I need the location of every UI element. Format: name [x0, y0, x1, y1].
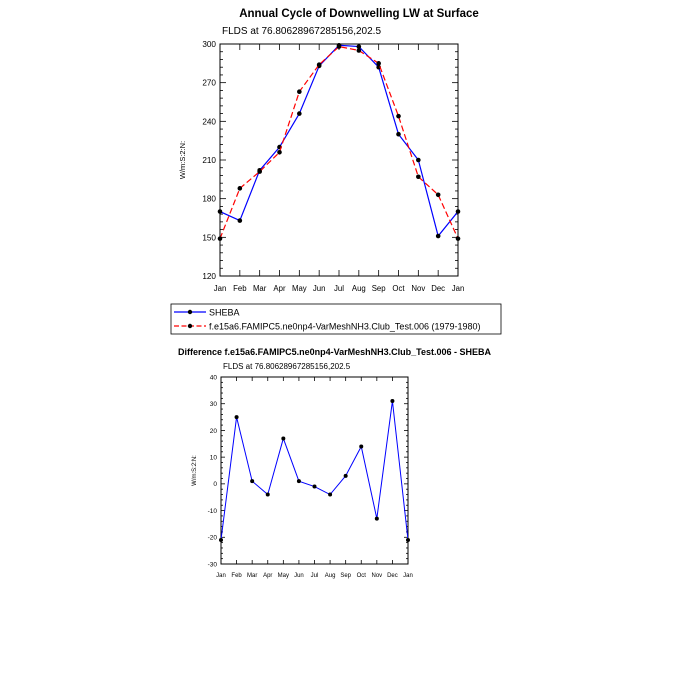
- x-tick-label: Aug: [351, 283, 366, 293]
- data-point: [257, 169, 262, 174]
- y-tick-label: 20: [209, 427, 217, 435]
- data-point: [297, 479, 301, 483]
- x-tick-label: Nov: [411, 283, 426, 293]
- data-point: [357, 48, 362, 53]
- x-tick-label: Jan: [213, 283, 227, 293]
- y-tick-label: 10: [209, 454, 217, 462]
- x-tick-label: Sep: [371, 283, 386, 293]
- x-tick-label: Apr: [273, 283, 286, 293]
- data-point: [266, 493, 270, 497]
- x-tick-label: Jul: [334, 283, 344, 293]
- data-point: [436, 193, 441, 198]
- data-point: [328, 493, 332, 497]
- x-tick-label: Feb: [231, 573, 242, 579]
- x-tick-label: Aug: [324, 573, 336, 579]
- y-tick-label: 240: [202, 117, 216, 127]
- data-point: [317, 62, 322, 67]
- series-line: [220, 47, 458, 239]
- y-tick-label: 210: [202, 155, 216, 165]
- y-tick-label: 300: [202, 39, 216, 49]
- x-tick-label: Oct: [392, 283, 405, 293]
- y-tick-label: 30: [209, 401, 217, 409]
- data-point: [281, 436, 285, 440]
- series-1: [219, 399, 410, 542]
- chart-title: Annual Cycle of Downwelling LW at Surface: [239, 8, 479, 20]
- x-tick-label: Mar: [246, 573, 258, 579]
- data-point: [238, 218, 243, 223]
- data-point: [250, 479, 254, 483]
- data-point: [218, 236, 223, 241]
- y-axis-label: W/m:S:2:N:: [178, 140, 187, 180]
- data-point: [219, 538, 223, 542]
- series-line: [221, 401, 408, 540]
- x-tick-label: Dec: [431, 283, 446, 293]
- y-axis-label: W/m:S:2:N:: [192, 455, 198, 486]
- legend-label: SHEBA: [209, 307, 240, 318]
- x-tick-label: Sep: [340, 573, 352, 579]
- chart-subtitle: FLDS at 76.80628967285156,202.5: [222, 26, 382, 37]
- data-point: [456, 236, 461, 241]
- x-tick-label: Nov: [371, 573, 383, 579]
- x-tick-label: Jan: [403, 573, 413, 579]
- data-point: [359, 444, 363, 448]
- x-tick-label: Jun: [312, 283, 326, 293]
- y-tick-label: 0: [213, 481, 217, 489]
- data-point: [337, 44, 342, 49]
- legend-label: f.e15a6.FAMIPC5.ne0np4-VarMeshNH3.Club_Test.006 (1979-1980): [209, 321, 481, 332]
- x-tick-label: Feb: [233, 283, 247, 293]
- data-point: [390, 399, 394, 403]
- data-point: [218, 209, 223, 214]
- data-point: [436, 234, 441, 239]
- data-point: [416, 174, 421, 179]
- data-point: [396, 132, 401, 137]
- legend-marker: [188, 324, 192, 328]
- y-tick-label: 40: [209, 374, 217, 382]
- x-tick-label: Apr: [263, 573, 273, 579]
- chart-1: [171, 8, 501, 334]
- data-point: [297, 111, 302, 116]
- data-point: [297, 89, 302, 94]
- data-point: [313, 485, 317, 489]
- chart-title: Difference f.e15a6.FAMIPC5.ne0np4-VarMeshNH3.Club_Test.006 - SHEBA: [178, 347, 491, 357]
- series-line: [220, 45, 458, 236]
- y-tick-label: 150: [202, 233, 216, 243]
- x-tick-label: Jul: [310, 573, 319, 579]
- plot-frame: [220, 44, 458, 276]
- data-point: [456, 209, 461, 214]
- data-point: [416, 158, 421, 163]
- chart-subtitle: FLDS at 76.80628967285156,202.5: [223, 362, 351, 371]
- plot-frame: [221, 377, 408, 564]
- x-tick-label: Dec: [387, 573, 398, 579]
- x-tick-label: May: [291, 283, 307, 293]
- y-tick-label: -30: [207, 561, 217, 569]
- x-tick-label: Mar: [252, 283, 267, 293]
- x-tick-label: May: [277, 573, 290, 579]
- legend-marker: [188, 310, 192, 314]
- y-tick-label: -10: [207, 507, 217, 515]
- data-point: [375, 517, 379, 521]
- data-point: [277, 150, 282, 155]
- x-tick-label: Oct: [356, 573, 366, 579]
- data-point: [396, 114, 401, 119]
- y-tick-label: -20: [207, 534, 217, 542]
- y-tick-label: 180: [202, 194, 216, 204]
- y-tick-label: 270: [202, 78, 216, 88]
- chart-2: [178, 347, 491, 579]
- data-point: [238, 186, 243, 191]
- data-point: [406, 538, 410, 542]
- x-tick-label: Jan: [216, 573, 226, 579]
- legend: [171, 304, 501, 334]
- data-point: [344, 474, 348, 478]
- y-tick-label: 120: [202, 271, 216, 281]
- data-point: [235, 415, 239, 419]
- series-2: [218, 44, 461, 241]
- series-1: [218, 43, 461, 238]
- x-tick-label: Jan: [451, 283, 465, 293]
- data-point: [376, 61, 381, 66]
- x-tick-label: Jun: [294, 573, 304, 579]
